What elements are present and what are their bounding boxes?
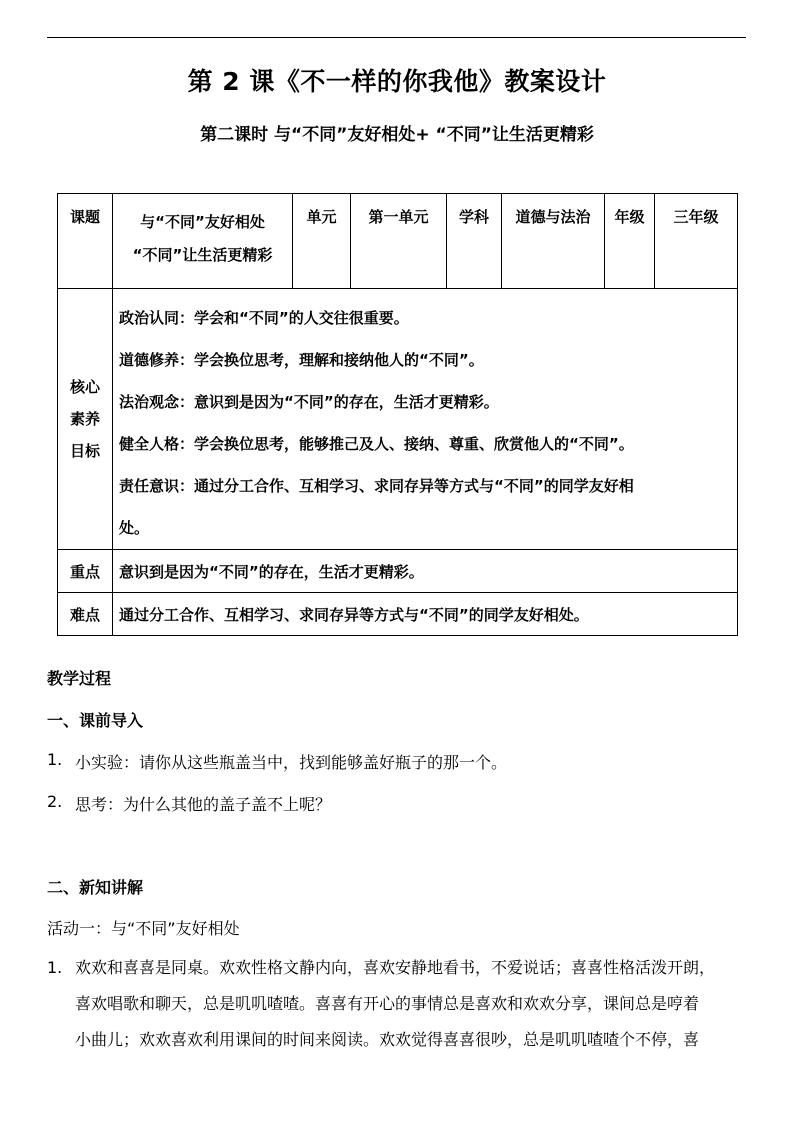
core-goal-item: 处。 <box>119 519 150 537</box>
key-point-label: 重点 <box>58 550 113 593</box>
topic-label: 课题 <box>58 194 113 289</box>
difficult-point-value: 通过分工合作、互相学习、求同存异等方式与“不同”的同学友好相处。 <box>113 593 738 636</box>
core-goal-item: 健全人格：学会换位思考，能够推己及人、接纳、尊重、欣赏他人的“不同”。 <box>119 435 634 453</box>
key-point-value: 意识到是因为“不同”的存在，生活才更精彩。 <box>113 550 738 593</box>
subject-label: 学科 <box>447 194 502 289</box>
core-goal-item: 道德修养：学会换位思考，理解和接纳他人的“不同”。 <box>119 351 484 369</box>
story-paragraph <box>75 950 750 1058</box>
core-goals-label: 核心 素养 目标 <box>58 289 113 550</box>
core-goal-item: 法治观念：意识到是因为“不同”的存在，生活才更精彩。 <box>119 393 499 411</box>
unit-value: 第一单元 <box>351 194 447 289</box>
core-goal-item: 责任意识：通过分工合作、互相学习、求同存异等方式与“不同”的同学友好相 <box>119 477 634 495</box>
topic-line-2: “不同”让生活更精彩 <box>132 246 273 264</box>
list-item: 思考：为什么其他的盖子盖不上呢？ <box>75 795 332 814</box>
section-1-heading: 一、课前导入 <box>47 711 144 730</box>
process-heading: 教学过程 <box>47 669 112 688</box>
document-title: 第 2 课《不一样的你我他》教案设计 <box>187 67 607 96</box>
header-rule <box>47 37 746 38</box>
topic-value <box>113 194 293 289</box>
lesson-info-table <box>57 193 738 636</box>
list-number: 2. <box>47 792 63 811</box>
list-number: 1. <box>47 750 63 769</box>
core-goals-list <box>113 289 738 550</box>
difficult-point-label: 难点 <box>58 593 113 636</box>
paragraph-line: 喜欢唱歌和聊天，总是叽叽喳喳。喜喜有开心的事情总是喜欢和欢欢分享，课间总是哼着 <box>75 994 700 1013</box>
paragraph-line: 小曲儿；欢欢喜欢利用课间的时间来阅读。欢欢觉得喜喜很吵，总是叽叽喳喳个不停，喜 <box>75 1030 700 1049</box>
document-subtitle: 第二课时 与“不同”友好相处+ “不同”让生活更精彩 <box>200 125 594 145</box>
unit-label: 单元 <box>293 194 351 289</box>
topic-line-1: 与“不同”友好相处 <box>140 213 265 231</box>
section-2-heading: 二、新知讲解 <box>47 878 144 897</box>
grade-value: 三年级 <box>655 194 738 289</box>
subject-value: 道德与法治 <box>502 194 605 289</box>
list-item: 小实验：请你从这些瓶盖当中，找到能够盖好瓶子的那一个。 <box>75 753 508 772</box>
list-number: 1. <box>47 958 63 977</box>
activity-heading: 活动一：与“不同”友好相处 <box>47 919 240 938</box>
paragraph-line: 欢欢和喜喜是同桌。欢欢性格文静内向，喜欢安静地看书，不爱说话；喜喜性格活泼开朗， <box>75 958 716 977</box>
core-goal-item: 政治认同：学会和“不同”的人交往很重要。 <box>119 309 409 327</box>
grade-label: 年级 <box>605 194 655 289</box>
